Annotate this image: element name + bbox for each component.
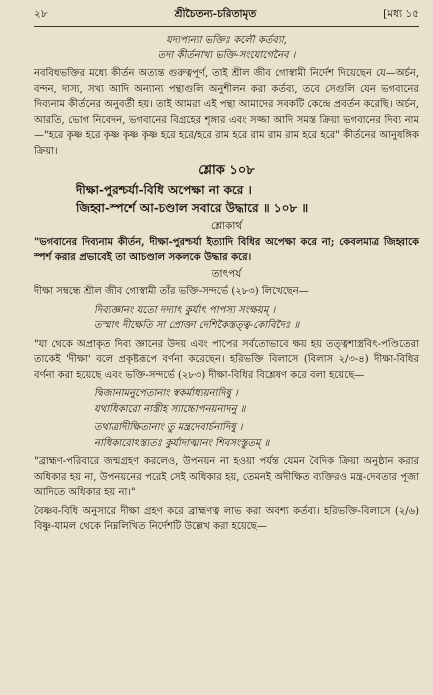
quote-line: দ্বিজানামনুপেতানাং স্বকর্মাধ্যয়নাদিষু । [94,388,238,399]
translation-label: শ্লোকার্থ [210,220,243,232]
quote-line: দিব্যজ্ঞানং যতো দদ্যাৎ কুর্যাৎ পাপস্য সংক্ষয়ম্ । [94,304,276,316]
opening-verse-line: যদ্যপ্যন্যা ভক্তিঃ কলৌ কর্তব্যা, [166,35,287,46]
purport-label: তাৎপর্য [211,268,242,280]
opening-verse-line: তদা কীর্তনাখ্য ভক্তি-সংযোগেনৈব । [157,50,296,61]
purport-intro: দীক্ষা সম্বন্ধে শ্রীল জীব গোস্বামী তাঁর ভক্তি-সন্দর্ভে (২৮৩) লিখেছেন— [34,286,309,297]
quote-block [94,303,419,334]
quote-block [94,386,419,451]
page-number: ২৮ [34,7,48,20]
chapter-reference: [মধ্য ১৫ [383,7,419,20]
quote-line: যথাধিকারো নাস্তীহ স্যাচ্চোপনয়নাদনু ॥ [94,403,246,415]
translation-text: "ভগবানের দিব্যনাম কীর্তন, দীক্ষা-পুরশ্চর্যা ইত্যাদি বিধির অপেক্ষা করে না; কেবলমাত্র জিহ্বাকে স্পর্শ করার প্রভাবেই তা আচণ্ডাল সকলকে উদ্ধার করে। [34,237,419,263]
page-body [34,33,419,538]
body-paragraph: নববিধভক্তির মধ্যে কীর্তন অত্যন্ত গুরুত্বপূর্ণ, তাই শ্রীল জীব গোস্বামী নির্দেশ দিয়েছেন যে—অর্চন, বন্দন, দাস্য, সখ্য আদি অন্যান্য পন্থাগুলি অনুশীলন করা কর্তব্য, তবে সেগুলি যেন ভগবানের দিব্যনাম কীর্তনের অনুবর্তী হয়। তাই আমরা এই পন্থা আমাদের সবকটি কেন্দ্রে প্রবর্তন করেছি। অর্চন, আরতি, ভোগ নিবেদন, ভগবানের বিগ্রহের শৃঙ্গার এবং সজ্জা আদি সমস্ত ক্রিয়া ভগবানের দিব্য নাম—"হরে কৃষ্ণ হরে কৃষ্ণ কৃষ্ণ কৃষ্ণ হরে হরে/হরে রাম হরে রাম রাম রাম হরে হরে" কীর্তনের আনুষঙ্গিক ক্রিয়া। [34,68,419,157]
page-header [34,6,419,24]
quote-line: তথাত্রাদীক্ষিতানাং তু মন্ত্রদেবার্চনাদিষু । [94,422,243,433]
sloka-line: জিহ্বা-স্পর্শে আ-চণ্ডাল সবারে উদ্ধারে ॥ ১০৮ ॥ [76,201,309,215]
body-paragraph: "যা থেকে অপ্রাকৃত দিব্য জ্ঞানের উদয় এবং পাপের সর্বতোভাবে ক্ষয় হয় তত্ত্বশাস্ত্রবিৎ-পণ্ডিতেরা তাকেই 'দীক্ষা' বলে প্রকৃষ্টরূপে বর্ণনা করেছেন। হরিভক্তি বিলাসে (বিলাস ২/৩-৪) দীক্ষা-বিধির বর্ণনা করা হয়েছে এবং ভক্তি-সন্দর্ভে (২৮৩) দীক্ষা-বিধির বিশ্লেষণ করে বলা হয়েছে— [34,338,419,381]
book-title: শ্রীচৈতন্য-চরিতামৃত [174,7,257,20]
quote-line: নাধিকারোঽস্ত্যতঃ কুর্যাদাত্মানং শিবসংস্তুতম্ ॥ [94,437,270,449]
quote-line: তস্মাৎ দীক্ষেতি সা প্রোক্তা দেশিকৈস্তত্ত্ব-কোবিদৈঃ ॥ [94,320,300,331]
header-rule [34,26,419,27]
body-paragraph: বৈষ্ণব-বিধি অনুসারে দীক্ষা গ্রহণ করে ব্রাহ্মণত্ব লাভ করা অবশ্য কর্তব্য। হরিভক্তি-বিলাসে (২/৬) বিষ্ণু-যামল থেকে নিম্নলিখিত নির্দেশটি উল্লেখ করা হয়েছে— [34,505,419,532]
sloka-heading: শ্লোক ১০৮ [198,163,255,178]
sloka-line: দীক্ষা-পুরশ্চর্যা-বিধি অপেক্ষা না করে । [76,183,252,197]
body-paragraph: "ব্রাহ্মণ-পরিবারে জন্মগ্রহণ করলেও, উপনয়ন না হওয়া পর্যন্ত যেমন বৈদিক ক্রিয়া অনুষ্ঠান করার অধিকার হয় না, উপনয়নের পরেই সেই অধিকার হয়, তেমনই অদীক্ষিত ব্যক্তিরও মন্ত্র-দেবতার পূজা আদিতে অধিকার হয় না।" [34,456,419,498]
